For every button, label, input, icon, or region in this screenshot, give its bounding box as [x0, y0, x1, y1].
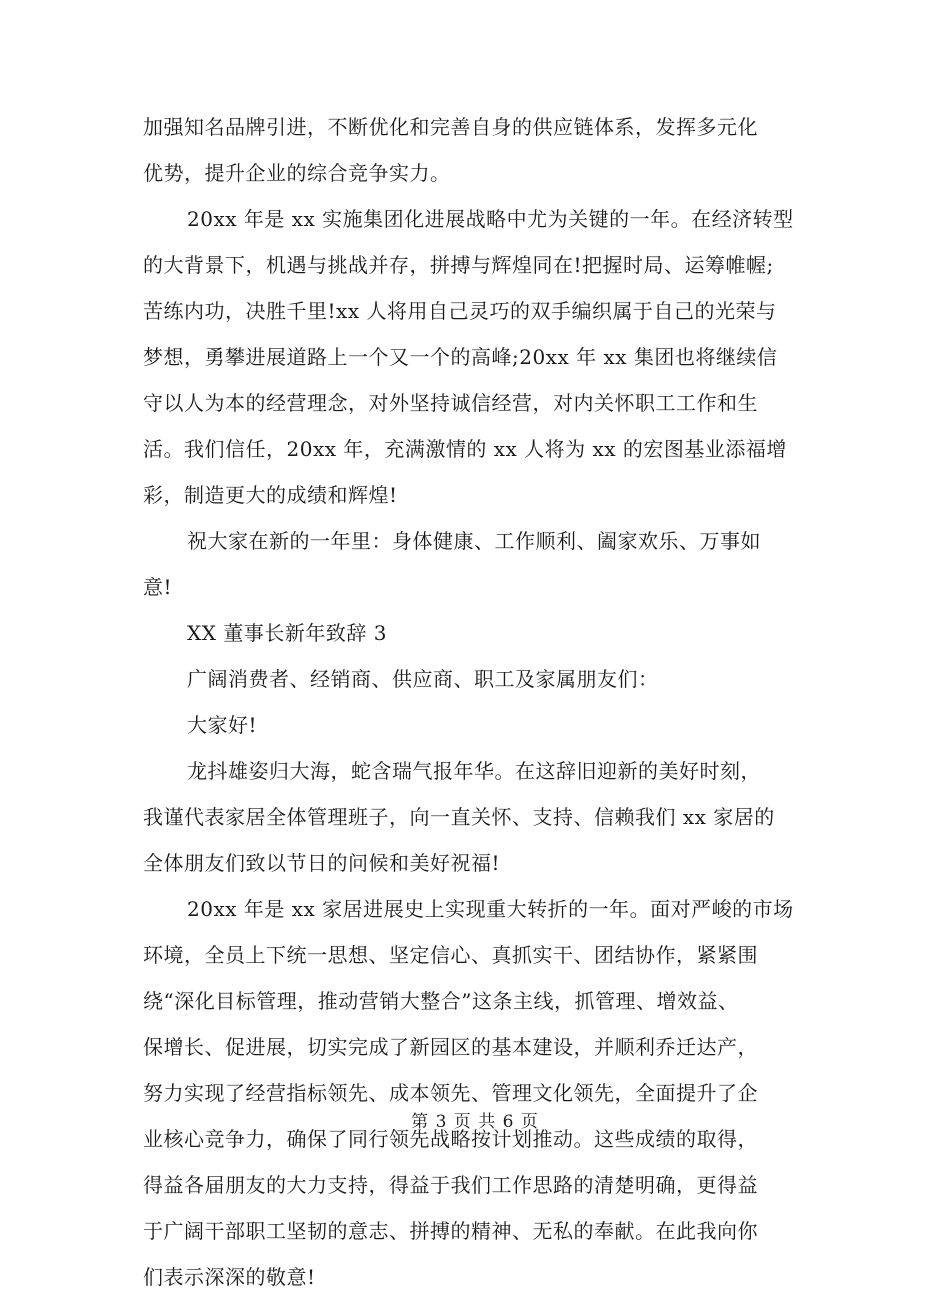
text-line: 绕“深化目标管理，推动营销大整合”这条主线，抓管理、增效益、 — [143, 989, 739, 1013]
greeting: 大家好! — [187, 713, 258, 737]
text-line: 20xx 年是 xx 家居进展史上实现重大转折的一年。面对严峻的市场 — [187, 897, 794, 921]
text-line: 梦想，勇攀进展道路上一个又一个的高峰;20xx 年 xx 集团也将继续信 — [143, 345, 778, 369]
text-line: 彩，制造更大的成绩和辉煌! — [143, 483, 398, 507]
text-line: 我谨代表家居全体管理班子，向一直关怀、支持、信赖我们 xx 家居的 — [143, 805, 775, 829]
text-line: 业核心竞争力，确保了同行领先战略按计划推动。这些成绩的取得， — [143, 1127, 758, 1151]
text-line: 得益各届朋友的大力支持，得益于我们工作思路的清楚明确，更得益 — [143, 1173, 758, 1197]
text-line: 们表示深深的敬意! — [143, 1265, 316, 1289]
text-line: 守以人为本的经营理念，对外坚持诚信经营，对内关怀职工工作和生 — [143, 391, 758, 415]
text-line: 保增长、促进展，切实完成了新园区的基本建设，并顺利乔迁达产， — [143, 1035, 758, 1059]
text-line: 龙抖雄姿归大海，蛇含瑞气报年华。在这辞旧迎新的美好时刻， — [187, 759, 761, 783]
page-number: 第 3 页 共 6 页 — [411, 1112, 539, 1132]
text-line: 优势，提升企业的综合竞争实力。 — [143, 161, 451, 185]
text-line: 20xx 年是 xx 实施集团化进展战略中尤为关键的一年。在经济转型 — [187, 207, 794, 231]
text-line: 祝大家在新的一年里：身体健康、工作顺利、阖家欢乐、万事如 — [187, 529, 761, 553]
text-line: 加强知名品牌引进，不断优化和完善自身的供应链体系，发挥多元化 — [143, 115, 758, 139]
text-line: 环境，全员上下统一思想、坚定信心、真抓实干、团结协作，紧紧围 — [143, 943, 758, 967]
text-line: 努力实现了经营指标领先、成本领先、管理文化领先，全面提升了企 — [143, 1081, 758, 1105]
text-line: 的大背景下，机遇与挑战并存，拼搏与辉煌同在!把握时局、运筹帷幄; — [143, 253, 774, 277]
salutation: 广阔消费者、经销商、供应商、职工及家属朋友们： — [187, 667, 659, 691]
text-line: 全体朋友们致以节日的问候和美好祝福! — [143, 851, 501, 875]
text-line: 苦练内功，决胜千里!xx 人将用自己灵巧的双手编织属于自己的光荣与 — [143, 299, 777, 323]
text-line: 意! — [143, 575, 173, 599]
text-line: 活。我们信任，20xx 年，充满激情的 xx 人将为 xx 的宏图基业添福增 — [143, 437, 787, 461]
text-line: 于广阔干部职工坚韧的意志、拼搏的精神、无私的奉献。在此我向你 — [143, 1219, 758, 1243]
section-heading: XX 董事长新年致辞 3 — [187, 621, 387, 645]
